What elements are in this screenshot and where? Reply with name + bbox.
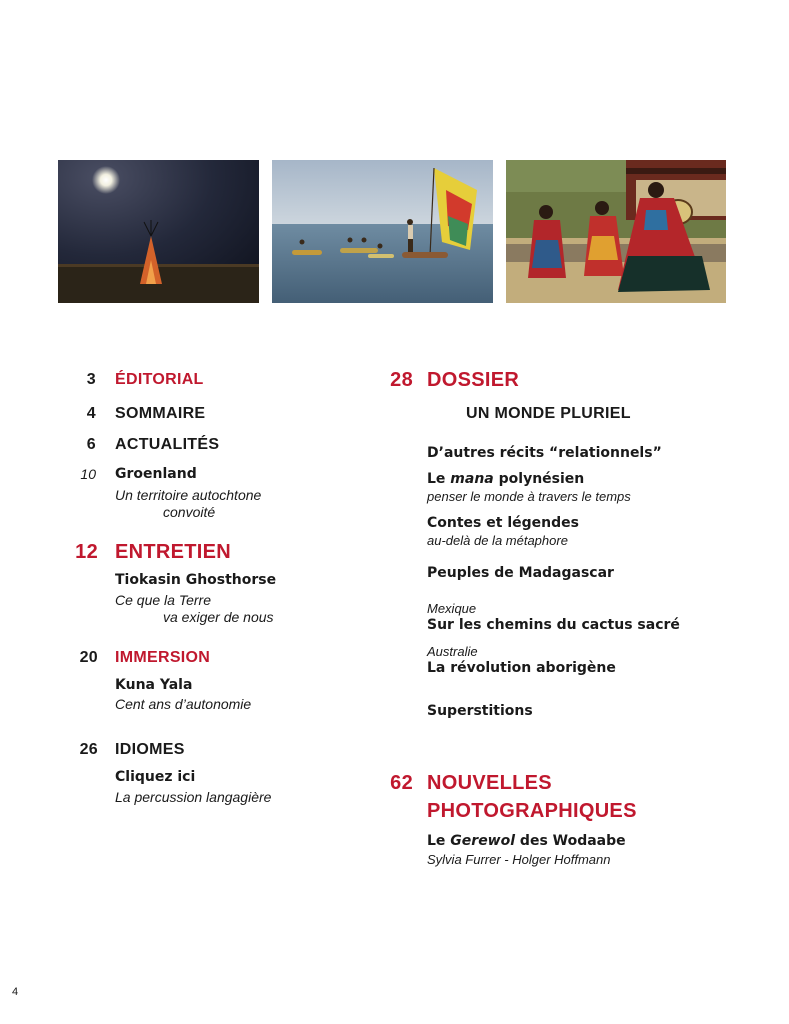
toc-item-superstitions[interactable]: Superstitions: [427, 703, 533, 719]
toc-item-mana-pre: Le: [427, 471, 451, 487]
toc-number-groenland: 10: [80, 466, 96, 482]
dossier-subtitle: UN MONDE PLURIEL: [466, 405, 631, 422]
toc-item-madagascar[interactable]: Peuples de Madagascar: [427, 565, 614, 581]
masked-dancers-photo: [506, 160, 726, 303]
toc-title-nouvelles-line1[interactable]: NOUVELLES: [427, 772, 552, 794]
toc-desc-entretien-line2: va exiger de nous: [163, 609, 274, 625]
toc-sub-idiomes: Cliquez ici: [115, 769, 196, 785]
toc-item-mexique[interactable]: Sur les chemins du cactus sacré: [427, 617, 680, 633]
toc-sub-entretien: Tiokasin Ghosthorse: [115, 572, 277, 588]
toc-number-editorial: 3: [86, 371, 96, 388]
toc-desc-immersion: Cent ans d’autonomie: [115, 696, 252, 712]
toc-desc-idiomes: La percussion langagière: [115, 789, 272, 805]
toc-desc-mana: penser le monde à travers le temps: [427, 489, 631, 504]
toc-title-immersion[interactable]: IMMERSION: [115, 649, 211, 666]
toc-item-gerewol-pre: Le: [427, 833, 451, 849]
toc-number-sommaire: 4: [86, 405, 96, 422]
canoes-with-sails-photo: [272, 160, 493, 303]
toc-item-recits[interactable]: D’autres récits “relationnels”: [427, 445, 662, 461]
toc-number-dossier: 28: [390, 369, 413, 391]
toc-number-immersion: 20: [79, 649, 98, 666]
toc-item-gerewol-em: Gerewol: [450, 833, 516, 849]
toc-title-dossier[interactable]: DOSSIER: [427, 369, 520, 391]
toc-item-gerewol-post: des Wodaabe: [515, 833, 626, 849]
toc-sub-immersion: Kuna Yala: [115, 677, 193, 693]
toc-item-australie[interactable]: La révolution aborigène: [427, 660, 616, 676]
toc-title-sommaire[interactable]: SOMMAIRE: [115, 405, 206, 422]
tipi-at-night-photo: [58, 160, 259, 303]
toc-number-idiomes: 26: [79, 741, 98, 758]
toc-title-entretien[interactable]: ENTRETIEN: [115, 541, 232, 563]
toc-item-mana[interactable]: [427, 471, 584, 487]
toc-number-entretien: 12: [75, 541, 98, 563]
toc-number-actualites: 6: [86, 436, 96, 453]
toc-desc-groenland-line1: Un territoire autochtone: [115, 487, 262, 503]
toc-kicker-australie: Australie: [427, 644, 478, 659]
page-number: 4: [12, 986, 19, 998]
toc-kicker-mexique: Mexique: [427, 601, 477, 616]
toc-desc-contes: au-delà de la métaphore: [427, 533, 568, 548]
toc-item-contes[interactable]: Contes et légendes: [427, 515, 579, 531]
toc-desc-entretien-line1: Ce que la Terre: [115, 592, 211, 608]
toc-title-nouvelles-line2[interactable]: PHOTOGRAPHIQUES: [427, 800, 637, 822]
toc-item-mana-post: polynésien: [493, 471, 585, 487]
toc-title-actualites[interactable]: ACTUALITÉS: [115, 436, 220, 453]
toc-title-groenland[interactable]: Groenland: [115, 466, 197, 482]
toc-title-idiomes[interactable]: IDIOMES: [115, 741, 185, 758]
toc-item-gerewol[interactable]: [427, 833, 626, 849]
toc-number-nouvelles: 62: [390, 772, 413, 794]
toc-credits-gerewol: Sylvia Furrer - Holger Hoffmann: [427, 852, 611, 867]
toc-title-editorial[interactable]: ÉDITORIAL: [115, 371, 204, 388]
toc-desc-groenland-line2: convoité: [163, 504, 216, 520]
toc-item-mana-em: mana: [450, 471, 494, 487]
